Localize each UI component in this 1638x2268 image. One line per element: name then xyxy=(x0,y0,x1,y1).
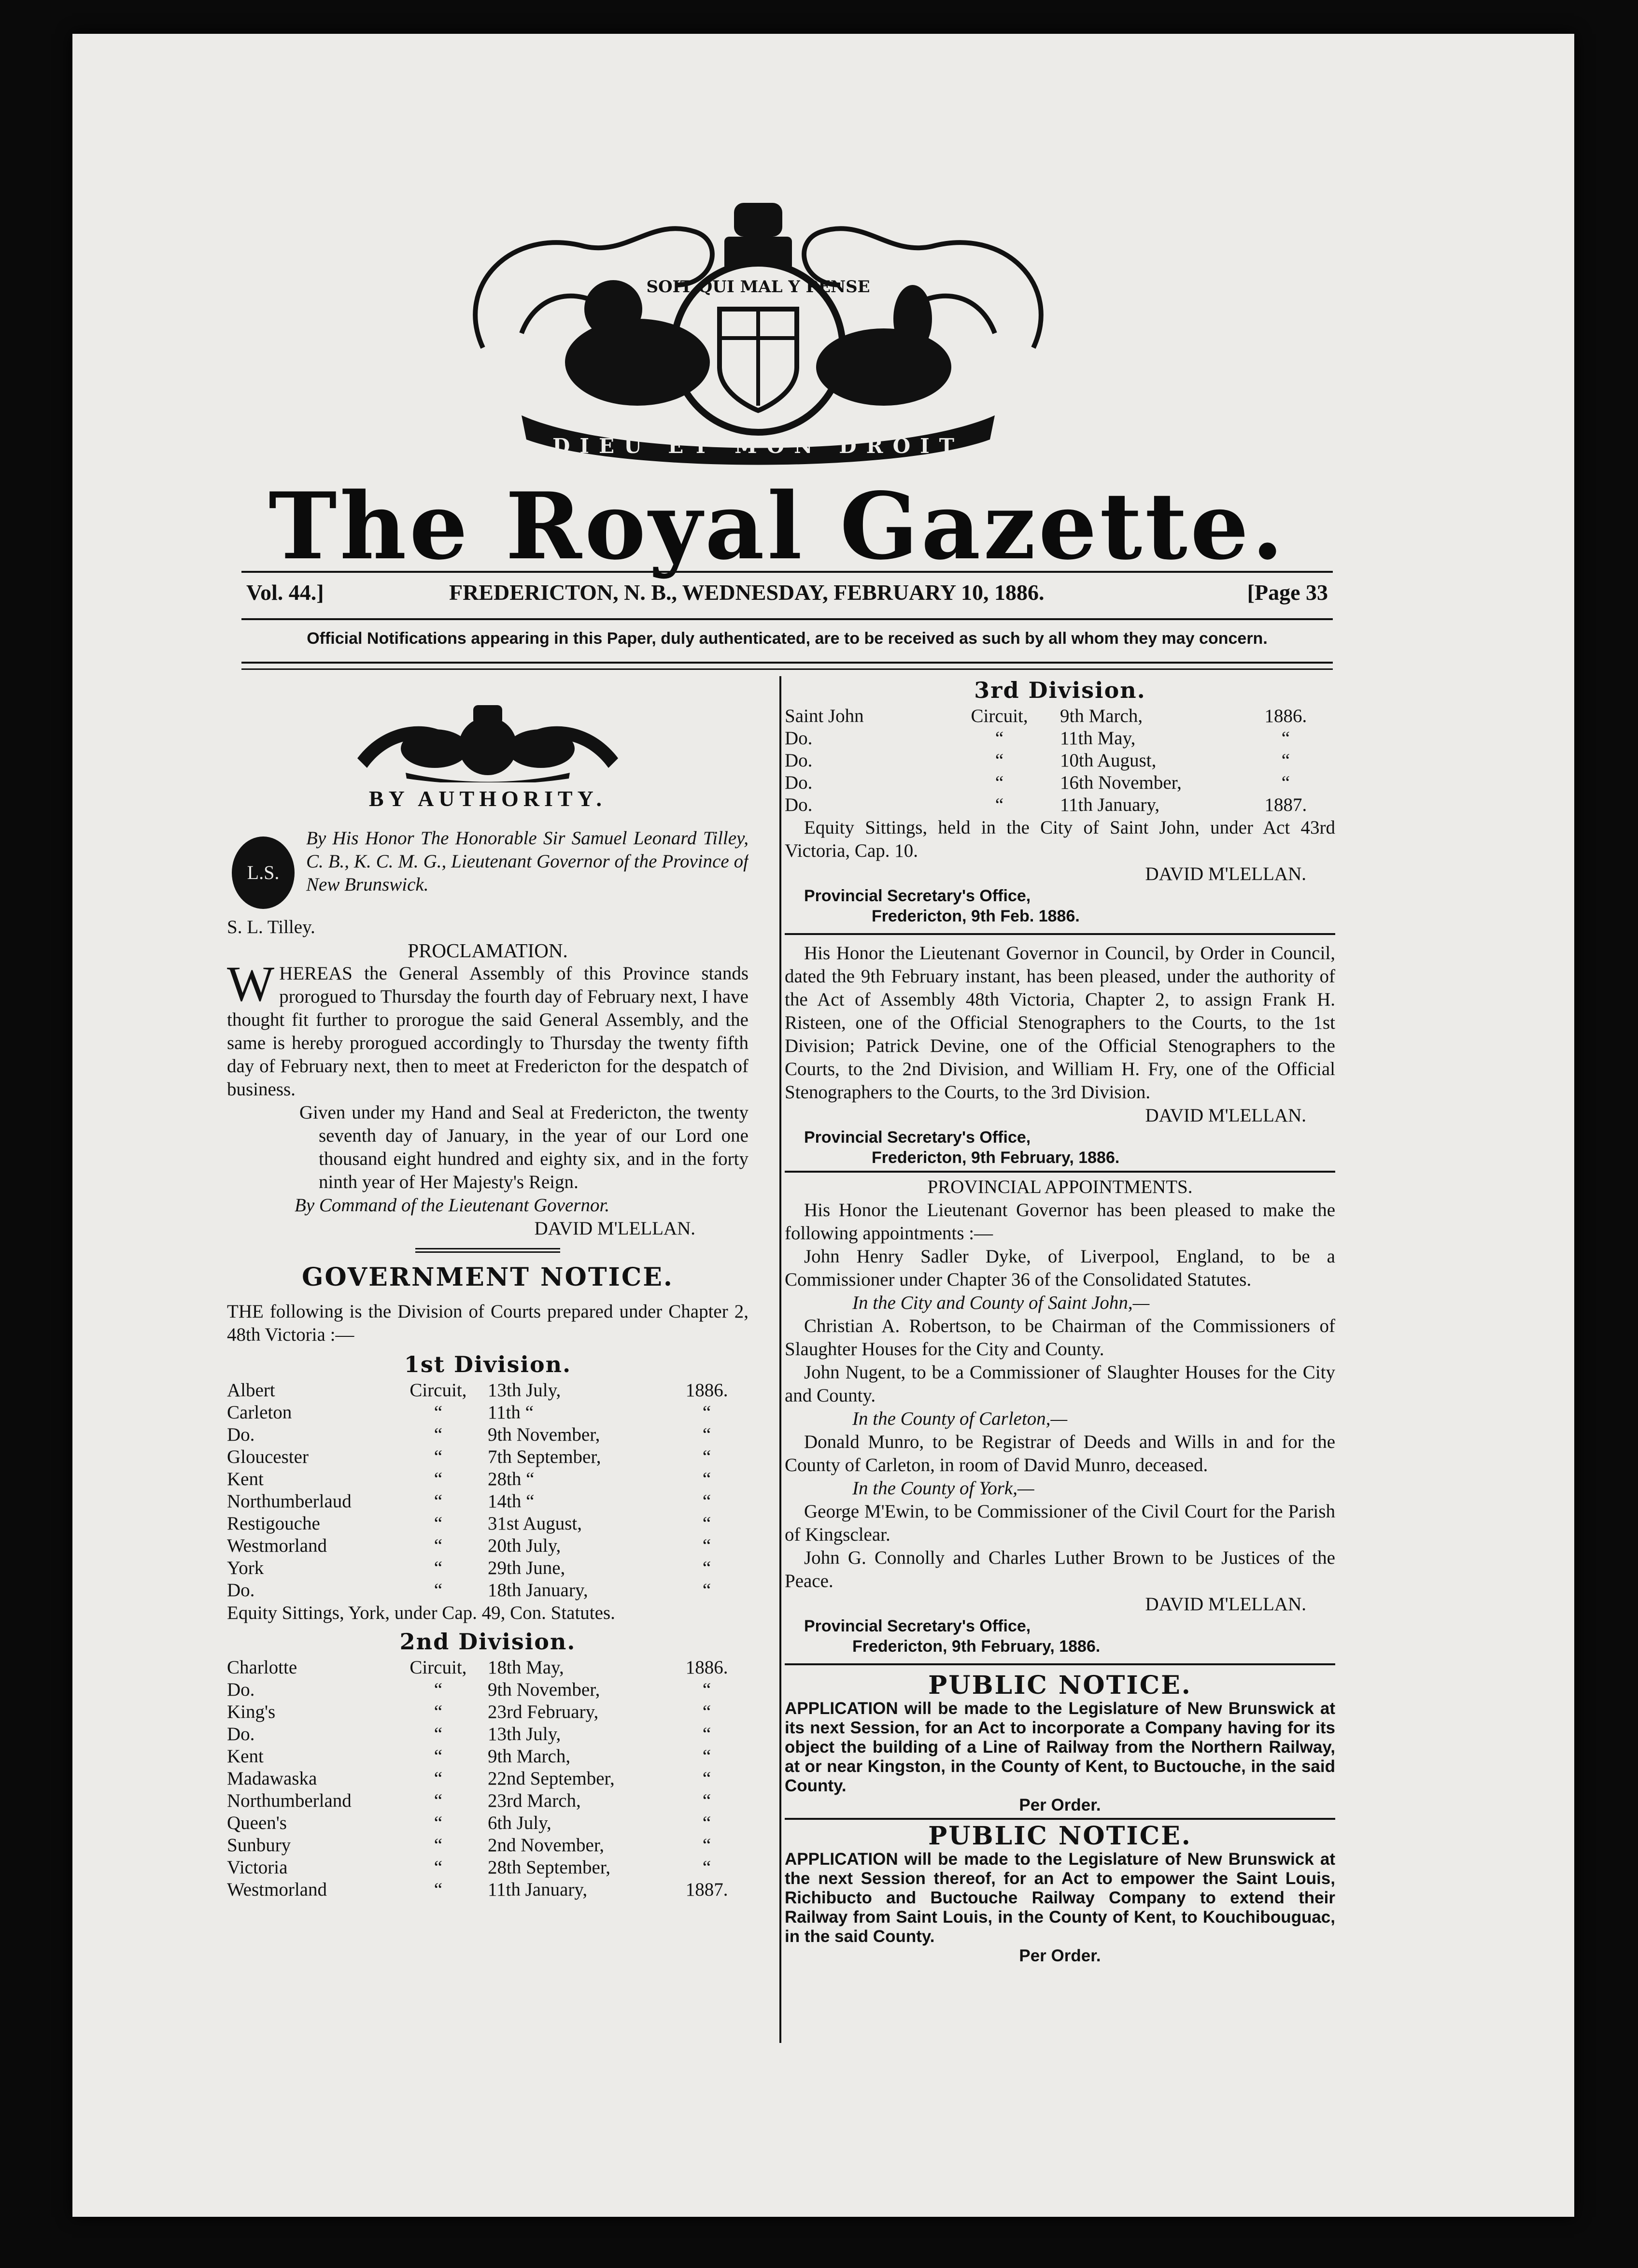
section-rule xyxy=(785,933,1335,935)
appointment-mcewin: George M'Ewin, to be Commissioner of the Civil Court for the Parish of Kingsclear. xyxy=(785,1501,1335,1545)
office-line-1b: Fredericton, 9th Feb. 1886. xyxy=(872,907,1080,925)
county-cell: York xyxy=(227,1558,264,1578)
office-line-2a: Provincial Secretary's Office, xyxy=(804,1128,1031,1147)
official-notice: Official Notifications appearing in this Paper, duly authenticated, are to be received as such by all whom they may concern. xyxy=(307,629,1268,648)
county-cell: Do. xyxy=(227,1679,255,1700)
court-row xyxy=(227,1834,748,1857)
proclamation-body: HEREAS the General Assembly of this Province stands prorogued to Thursday the fourth day of February next, I have thought fit further to prorogue the said General Assembly, and the same is hereby prorogued accordingly to Thursday the twenty fifth day of February next, then to meet at Fredericton for the despatch of business. xyxy=(227,963,748,1100)
section-rule xyxy=(785,1663,1335,1665)
date-cell: 11th “ xyxy=(487,1402,534,1423)
date-cell: 18th May, xyxy=(487,1657,564,1678)
court-row xyxy=(227,1402,748,1424)
dateline: FREDERICTON, N. B., WEDNESDAY, FEBRUARY 10, 1886. xyxy=(449,580,1045,605)
court-row xyxy=(227,1657,748,1679)
court-type-cell: “ xyxy=(434,1857,443,1878)
court-row xyxy=(227,1490,748,1513)
court-row xyxy=(227,1745,748,1768)
court-type-cell: “ xyxy=(434,1768,443,1789)
city-heading: In the City and County of Saint John,— xyxy=(852,1292,1150,1313)
court-type-cell: “ xyxy=(995,750,1004,771)
page-number: [Page 33 xyxy=(1247,580,1328,605)
county-cell: Victoria xyxy=(227,1857,288,1878)
div2-title: 2nd Division. xyxy=(399,1629,576,1655)
year-cell: “ xyxy=(1281,772,1290,793)
year-cell: “ xyxy=(702,1746,711,1767)
date-cell: 31st August, xyxy=(487,1513,582,1534)
court-row xyxy=(227,1790,748,1812)
date-cell: 2nd November, xyxy=(487,1835,605,1856)
court-type-cell: “ xyxy=(434,1580,443,1601)
masthead-rule xyxy=(241,571,1333,573)
court-type-cell: Circuit, xyxy=(410,1380,467,1401)
county-cell: Charlotte xyxy=(227,1657,297,1678)
year-cell: “ xyxy=(702,1558,711,1578)
year-cell: “ xyxy=(702,1402,711,1423)
court-type-cell: “ xyxy=(995,728,1004,749)
county-cell: Westmorland xyxy=(227,1535,327,1556)
court-type-cell: “ xyxy=(434,1679,443,1700)
signer-initials: S. L. Tilley. xyxy=(227,917,315,937)
court-row xyxy=(227,1812,748,1834)
year-cell: 1887. xyxy=(1264,794,1307,815)
office-line-3a: Provincial Secretary's Office, xyxy=(804,1617,1031,1635)
court-type-cell: “ xyxy=(434,1402,443,1423)
issue-rule xyxy=(241,618,1333,620)
date-cell: 28th September, xyxy=(487,1857,611,1878)
year-cell: “ xyxy=(702,1580,711,1601)
county-cell: Saint John xyxy=(785,706,864,726)
public-notice-1-body: APPLICATION will be made to the Legislature of New Brunswick at its next Session, for an Act to incorporate a Company having for its object the building of a Line of Railway from the Northern Railway, at or near Kingston, in the County of Kent, to Buctouche, in the said County. xyxy=(785,1699,1335,1795)
county-cell: Madawaska xyxy=(227,1768,317,1789)
court-row xyxy=(227,1723,748,1745)
year-cell: “ xyxy=(702,1835,711,1856)
year-cell: “ xyxy=(702,1724,711,1744)
office-line-1a: Provincial Secretary's Office, xyxy=(804,887,1031,905)
year-cell: 1886. xyxy=(685,1380,728,1401)
date-cell: 7th September, xyxy=(487,1446,601,1467)
court-type-cell: “ xyxy=(434,1535,443,1556)
court-row xyxy=(785,750,1335,772)
date-cell: 11th January, xyxy=(487,1879,588,1900)
date-cell: 11th May, xyxy=(1059,728,1136,749)
court-row xyxy=(227,1424,748,1446)
court-type-cell: “ xyxy=(434,1424,443,1445)
court-row xyxy=(785,794,1335,816)
court-type-cell: “ xyxy=(434,1835,443,1856)
crest-motto-lower: DIEU ET MON DROIT xyxy=(552,434,964,458)
year-cell: 1886. xyxy=(685,1657,728,1678)
court-row xyxy=(227,1379,748,1402)
public-notice-2-signature: Per Order. xyxy=(1019,1946,1101,1965)
date-cell: 13th July, xyxy=(487,1380,561,1401)
court-row xyxy=(227,1879,748,1901)
county-cell: Northumberlaud xyxy=(227,1491,352,1512)
year-cell: “ xyxy=(702,1469,711,1489)
court-type-cell: “ xyxy=(434,1879,443,1900)
year-cell: “ xyxy=(702,1679,711,1700)
appointment-dyke: John Henry Sadler Dyke, of Liverpool, England, to be a Commissioner under Chapter 36 of the Consolidated Statutes. xyxy=(785,1246,1335,1290)
public-notice-2-body: APPLICATION will be made to the Legislature of New Brunswick at the next Session thereof, for an Act to empower the Saint Louis, Richibucto and Buctouche Railway Company to extend their Railway from Saint Louis, in the County of Kent, to Kouchibouguac, in the said County. xyxy=(785,1850,1335,1946)
seal-icon: L.S. xyxy=(232,836,295,909)
appointments-title: PROVINCIAL APPOINTMENTS. xyxy=(927,1177,1193,1197)
county-cell: Carleton xyxy=(227,1402,292,1423)
appointment-munro: Donald Munro, to be Registrar of Deeds and Wills in and for the County of Carleton, in room of David Munro, deceased. xyxy=(785,1432,1335,1475)
public-notice-1-title: PUBLIC NOTICE. xyxy=(928,1671,1192,1700)
div3-title: 3rd Division. xyxy=(974,677,1146,703)
date-cell: 9th November, xyxy=(487,1679,600,1700)
court-type-cell: “ xyxy=(434,1558,443,1578)
year-cell: “ xyxy=(702,1768,711,1789)
div3-table xyxy=(785,705,1335,816)
appointment-connolly: John G. Connolly and Charles Luther Brown to be Justices of the Peace. xyxy=(785,1547,1335,1591)
royal-crest-icon xyxy=(425,188,1091,473)
county-cell: Gloucester xyxy=(227,1446,309,1467)
year-cell: 1887. xyxy=(685,1879,728,1900)
date-cell: 29th June, xyxy=(487,1558,565,1578)
order-in-council: His Honor the Lieutenant Governor in Council, by Order in Council, dated the 9th February instant, has been pleased, under the authority of the Act of Assembly 48th Victoria, Chapter 2, to assign Frank H. Risteen, one of the Official Stenographers to the Courts, to the 1st Division; Patrick Devine, one of the Official Stenographers to the Courts, to the 2nd Division, and William H. Fry, one of the Official Stenographers to the Courts, to the 3rd Division. xyxy=(785,943,1335,1103)
header-double-rule xyxy=(241,662,1333,670)
date-cell: 6th July, xyxy=(487,1813,551,1833)
county-cell: Kent xyxy=(227,1746,264,1767)
order-signature: DAVID M'LELLAN. xyxy=(1145,1105,1306,1126)
court-row xyxy=(227,1513,748,1535)
date-cell: 9th March, xyxy=(487,1746,571,1767)
appointments-intro: His Honor the Lieutenant Governor has been pleased to make the following appointments :— xyxy=(785,1200,1335,1244)
county-cell: Do. xyxy=(785,794,813,815)
date-cell: 10th August, xyxy=(1059,750,1157,771)
left-column xyxy=(227,700,748,1901)
year-cell: “ xyxy=(702,1513,711,1534)
court-type-cell: “ xyxy=(995,772,1004,793)
gov-notice-title: GOVERNMENT NOTICE. xyxy=(301,1262,674,1292)
date-cell: 22nd September, xyxy=(487,1768,615,1789)
section-rule xyxy=(785,1818,1335,1820)
date-cell: 28th “ xyxy=(487,1469,535,1489)
date-cell: 23rd February, xyxy=(487,1701,599,1722)
year-cell: “ xyxy=(702,1701,711,1722)
county-cell: Sunbury xyxy=(227,1835,291,1856)
right-column xyxy=(785,675,1335,1966)
by-authority-heading: BY AUTHORITY. xyxy=(368,786,607,811)
year-cell: “ xyxy=(702,1491,711,1512)
proclamation-title: PROCLAMATION. xyxy=(408,939,568,962)
court-type-cell: “ xyxy=(434,1701,443,1722)
crest-motto-upper: SOIT QUI MAL Y PENSE xyxy=(646,277,870,297)
year-cell: “ xyxy=(702,1813,711,1833)
year-cell: “ xyxy=(1281,750,1290,771)
date-cell: 13th July, xyxy=(487,1724,561,1744)
county-cell: Do. xyxy=(785,750,813,771)
year-cell: “ xyxy=(702,1446,711,1467)
div2-table xyxy=(227,1657,748,1901)
div1-title: 1st Division. xyxy=(404,1351,572,1377)
date-cell: 14th “ xyxy=(487,1491,535,1512)
date-cell: 9th March, xyxy=(1059,706,1143,726)
court-row xyxy=(227,1768,748,1790)
court-type-cell: “ xyxy=(434,1513,443,1534)
year-cell: 1886. xyxy=(1264,706,1307,726)
date-cell: 11th January, xyxy=(1059,794,1160,815)
county-cell: Albert xyxy=(227,1380,275,1401)
date-cell: 9th November, xyxy=(487,1424,600,1445)
court-type-cell: “ xyxy=(995,794,1004,815)
court-type-cell: “ xyxy=(434,1790,443,1811)
div3-note: Equity Sittings, held in the City of Saint John, under Act 43rd Victoria, Cap. 10. xyxy=(785,817,1335,861)
court-type-cell: “ xyxy=(434,1469,443,1489)
honor-line: By His Honor The Honorable Sir Samuel Leonard Tilley, C. B., K. C. M. G., Lieutenant Governor of the Province of New Brunswick. xyxy=(306,828,748,895)
office-line-3b: Fredericton, 9th February, 1886. xyxy=(852,1637,1101,1656)
appointment-nugent: John Nugent, to be a Commissioner of Slaughter Houses for the City and County. xyxy=(785,1362,1335,1406)
county-cell: Do. xyxy=(785,772,813,793)
court-row xyxy=(227,1557,748,1579)
county-cell: Westmorland xyxy=(227,1879,327,1900)
appointment-robertson: Christian A. Robertson, to be Chairman of the Commissioners of Slaughter Houses for the City and County. xyxy=(785,1316,1335,1360)
date-cell: 18th January, xyxy=(487,1580,588,1601)
county-cell: Restigouche xyxy=(227,1513,320,1534)
office-line-2b: Fredericton, 9th February, 1886. xyxy=(872,1148,1120,1167)
court-row xyxy=(227,1857,748,1879)
county-cell: Do. xyxy=(785,728,813,749)
year-cell: “ xyxy=(702,1535,711,1556)
section-rule xyxy=(785,1171,1335,1173)
court-row xyxy=(227,1446,748,1468)
small-crest-icon xyxy=(338,700,637,782)
public-notice-1-signature: Per Order. xyxy=(1019,1796,1101,1814)
date-cell: 16th November, xyxy=(1059,772,1182,793)
carleton-heading: In the County of Carleton,— xyxy=(852,1408,1068,1429)
year-cell: “ xyxy=(702,1424,711,1445)
public-notice-2-title: PUBLIC NOTICE. xyxy=(928,1821,1192,1851)
gov-notice-intro: THE following is the Division of Courts prepared under Chapter 2, 48th Victoria :— xyxy=(227,1301,748,1345)
year-cell: “ xyxy=(702,1857,711,1878)
county-cell: King's xyxy=(227,1701,276,1722)
given-under: Given under my Hand and Seal at Fredericton, the twenty seventh day of January, in the year of our Lord one thousand eight hundred and eighty six, and in the forty ninth year of Her Majesty's Reign. xyxy=(299,1102,748,1192)
volume-number: Vol. 44.] xyxy=(246,580,324,605)
court-type-cell: Circuit, xyxy=(410,1657,467,1678)
court-type-cell: Circuit, xyxy=(971,706,1028,726)
column-divider xyxy=(779,676,781,2043)
county-cell: Do. xyxy=(227,1424,255,1445)
county-cell: Queen's xyxy=(227,1813,287,1833)
county-cell: Northumberland xyxy=(227,1790,352,1811)
proclamation-dropcap: W xyxy=(227,962,275,1012)
county-cell: Kent xyxy=(227,1469,264,1489)
court-row xyxy=(785,705,1335,727)
court-row xyxy=(785,772,1335,794)
proclamation-signature: DAVID M'LELLAN. xyxy=(534,1218,695,1239)
issue-line xyxy=(246,580,1328,609)
court-row xyxy=(227,1468,748,1490)
court-type-cell: “ xyxy=(434,1724,443,1744)
date-cell: 23rd March, xyxy=(487,1790,581,1811)
court-row xyxy=(227,1535,748,1557)
section-rule xyxy=(415,1248,560,1253)
court-type-cell: “ xyxy=(434,1446,443,1467)
county-cell: Do. xyxy=(227,1580,255,1601)
court-row xyxy=(785,727,1335,750)
div1-note: Equity Sittings, York, under Cap. 49, Con. Statutes. xyxy=(227,1602,615,1623)
div1-table xyxy=(227,1379,748,1602)
court-row xyxy=(227,1579,748,1602)
by-command: By Command of the Lieutenant Governor. xyxy=(295,1195,610,1216)
court-row xyxy=(227,1701,748,1723)
appointments-signature: DAVID M'LELLAN. xyxy=(1145,1594,1306,1615)
year-cell: “ xyxy=(1281,728,1290,749)
div3-signature: DAVID M'LELLAN. xyxy=(1145,864,1306,884)
newspaper-title: The Royal Gazette. xyxy=(268,472,1286,580)
court-type-cell: “ xyxy=(434,1746,443,1767)
court-type-cell: “ xyxy=(434,1491,443,1512)
year-cell: “ xyxy=(702,1790,711,1811)
york-heading: In the County of York,— xyxy=(852,1478,1034,1499)
date-cell: 20th July, xyxy=(487,1535,561,1556)
county-cell: Do. xyxy=(227,1724,255,1744)
court-row xyxy=(227,1679,748,1701)
court-type-cell: “ xyxy=(434,1813,443,1833)
